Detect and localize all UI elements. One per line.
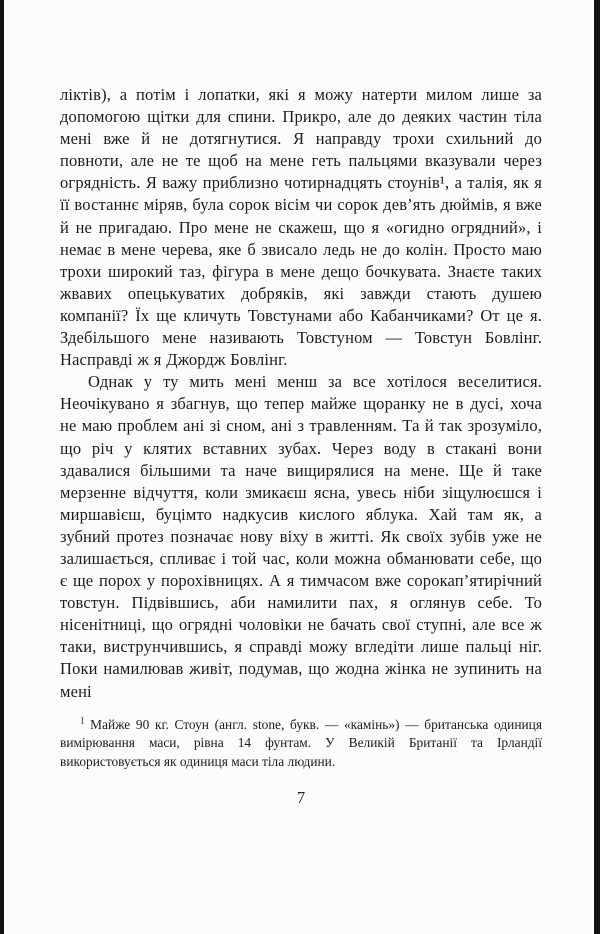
page-number: 7 — [296, 788, 306, 808]
footnote-body: Майже 90 кг. Стоун (англ. stone, букв. — «камінь») — британська одиниця вимірювання маси, рівна 14 фунтам. У Великій Британії та Ірландії використовується як одиниця маси тіла людини. — [60, 716, 542, 770]
footnote-marker: 1 — [80, 715, 85, 726]
paragraph-continuation: ліктів), а потім і лопатки, які я можу натерти милом лише за допомогою щітки для спини. Прикро, але до деяких частин тіла мені вже й не дотягнутися. Я направду трохи схильний до повноти, але не те щоб на мене геть пальцями вказували через огрядність. Я важу приблизно чотирнадцять стоунів¹, а талія, як я її востаннє міряв, була сорок вісім чи сорок дев’ять дюймів, я вже й не пригадаю. Про мене не скажеш, що я «огидно огрядний», і немає в мене черева, яке б звисало ледь не до колін. Просто маю трохи широкий таз, фігура в мене дещо бочкувата. Знаєте таких жвавих опецькуватих добряків, які завжди стають душею компанії? Їх ще кличуть Товстунами або Кабанчиками? От це я. Здебільшого мене називають Товстуном — Товстун Бовлінг. Насправді ж я Джордж Бовлінг. — [60, 85, 542, 370]
footnote-text — [60, 716, 542, 772]
footnote — [60, 716, 542, 772]
paragraph: Однак у ту мить мені менш за все хотілося веселитися. Неочікувано я збагнув, що тепер майже щоранку не в дусі, хоча не маю проблем ані зі сном, ані з травленням. Та й так зрозуміло, що річ у клятих вставних зубах. Через воду в стакані вони здавалися більшими та наче вищирялися на мене. Ще й таке мерзенне відчуття, коли змикаєш ясна, увесь ніби зіщулюєшся і миршавієш, буцімто надкусив кислого яблука. Хай там як, а зубний протез позначає нову віху в житті. Як своїх зубів уже не залишається, спливає і той час, коли можна обманювати себе, що є ще порох у порохівницях. А я тимчасом вже сорокап’ятирічний товстун. Підвівшись, аби намилити пах, я оглянув себе. То нісенітниці, що огрядні чоловіки не бачать свої ступні, але все ж таки, виструнчившись, я справді можу вгледіти лише пальці ніг. Поки намилював живіт, подумав, що жодна жінка не зупинить на мені — [60, 372, 542, 701]
body-text — [60, 84, 542, 703]
